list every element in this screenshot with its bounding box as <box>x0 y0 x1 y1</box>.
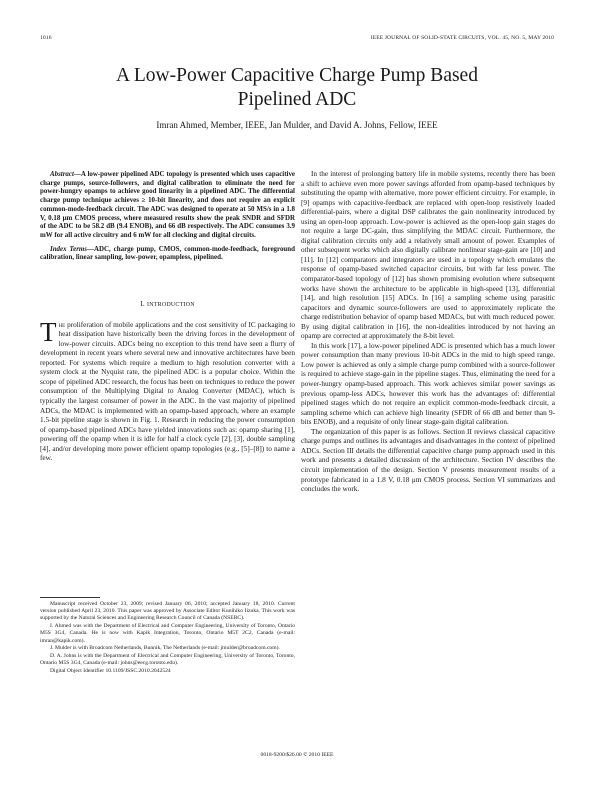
intro-paragraph-1 <box>40 316 295 464</box>
index-terms-label: Index Terms <box>50 244 88 253</box>
running-header <box>40 35 554 45</box>
title-line-2: Pipelined ADC <box>237 89 357 110</box>
index-terms <box>40 245 295 262</box>
intro-paragraph-2: In the interest of prolonging battery life in mobile systems, recently there has been a shift to achieve even more power savings afforded from opamp-based techniques by substituting the opamp with alternative, more power efficient circuitry. For example, in [9] opamps with capacitive-feedback are replaced with open-loop resistively loaded differential-pairs, where a digital DSP calibrates the gain nonlinearity introduced by using an open-loop approach. Low-power is achieved as the open-loop gain stages do not require a large DC-gain, thus simplifying the MDAC circuit. Furthermore, the digital calibration circuits only add a relatively small amount of power. Examples of other subsequent works which also digitally calibrate nonlinear stage-gain are [10] and [11]. In [12] comparators and integrators are used in a topology which emulates the response of opamp-based switched capacitor circuits, but with far less power. The comparator-based topology of [12] has shown promising evolution where subsequent works have shown the architecture to be applicable in high-speed [13], differential [14], and high resolution [15] ADCs. In [16] a sampling scheme using parasitic capacitors and dynamic source-followers are used to approximately replicate the charge redistribution behavior of opamp based MDACs, but with much reduced power. By using digital calibration in [16], the non-idealities introduced by not having an opamp are corrected at approximately the 8-bit level. <box>301 170 555 341</box>
drop-cap: T <box>40 316 57 347</box>
intro-paragraph-4: The organization of this paper is as follows. Section II reviews classical capacitive charge pumps and outlines its advantages and disadvantages in the context of pipelined ADCs. Section III details the differential capacitive charge pump approach used in this work and presents a detailed discussion of the architecture. Section IV describes the circuit implementation of the design. Section V presents measurement results of a prototype fabricated in a 1.8 V, 0.18 μm CMOS process. Section VI summarizes and concludes the work. <box>301 427 555 494</box>
footnote-ahmed: I. Ahmed was with the Department of Electrical and Computer Engineering, University of Toronto, Ontario M5S 3G4, Canada. He is now with Kapik Integration, Toronto, Ontario M5T 2C2, Canada (e-mail: imran@kapik.com). <box>40 623 295 644</box>
abstract-label: Abstract <box>50 170 74 178</box>
abstract <box>40 170 295 240</box>
footnote-johns: D. A. Johns is with the Department of Electrical and Computer Engineering, University of Toronto, Toronto, Ontario M5S 3G4, Canada (e-mail: johns@eecg.toronto.edu). <box>40 652 295 667</box>
section-numeral: I. <box>140 299 145 309</box>
section-heading-introduction <box>40 299 295 311</box>
intro-paragraph-3: In this work [17], a low-power pipelined ADC is presented which has a much lower power consumption than many previous 10-bit ADCs in the mid to high speed range. Low power is achieved as only a simple charge pump combined with a source-follower is required to achieve stage-gain in the pipeline stages. Thus, eliminating the need for a power-hungry opamp-based approach. This work achieves similar power savings as previous opamp-less ADCs, however this work has the advantages of: differential pipelined stages which do not require an explicit common-mode-feedback circuit, a sampling scheme which can achieve high linearity (SFDR of 66 dB and better than 9-bits ENOB), and a requisite of only linear stage-gain digital calibration. <box>301 341 555 427</box>
footnote-mulder: J. Mulder is with Broadcom Netherlands, Bunnik, The Netherlands (e-mail: jmulder@broadcom.com). <box>50 645 280 652</box>
footnote-doi: Digital Object Identifier 10.1109/JSSC.2010.2042524 <box>50 667 171 674</box>
author-list: Imran Ahmed, Member, IEEE, Jan Mulder, and David A. Johns, Fellow, IEEE <box>156 120 438 130</box>
index-terms-text: —ADC, charge pump, CMOS, common-mode-feedback, foreground calibration, linear sampling, low-power, opampless, pipelined. <box>40 244 295 262</box>
title-line-1: A Low-Power Capacitive Charge Pump Based <box>116 65 478 86</box>
section-title-text: INTRODUCTION <box>147 302 195 309</box>
intro-paragraph-1-text: proliferation of mobile applications and the cost sensitivity of IC packaging to heat dissipation have historically been the driving forces in the development of low-power circuits. ADCs being no exception to this trend have seen a flurry of development in recent years where several new and innovative architectures have been reported. For systems which require a medium to high resolution converter with a system clock at the Nyquist rate, the pipelined ADC is a popular choice. Within the scope of pipelined ADC research, the focus has been on techniques to reduce the power consumption of the Multiplying Digital to Analog Converter (MDAC), which is typically the largest consumer of power in the ADC. In the vast majority of pipelined ADCs, the MDAC is implemented with an opamp-based approach, where an example 1.5-bit pipeline stage is shown in Fig. 1. Research in reducing the power consumption of opamp-based pipelined ADCs have yielded innovations such as: opamp sharing [1], powering off the opamp when it is idle for half a clock cycle [2], [3], double sampling [4], and/or developing more power efficient opamp topologies (e.g., [5]–[8]) to name a few. <box>40 320 295 463</box>
intro-first-word: he <box>58 320 66 329</box>
page-number: 1016 <box>40 35 52 41</box>
right-column <box>301 170 555 495</box>
footnotes <box>40 601 295 676</box>
footnote-manuscript: Manuscript received October 23, 2009; revised January 06, 2010; accepted January 18, 2010. Current version published April 23, 2010. This paper was approved by Associate Editor Kunihiko Iizuka. This work was supported by the Natural Sciences and Engineering Research Council of Canada (NSERC). <box>40 601 295 622</box>
paper-title <box>40 64 554 112</box>
footnote-rule <box>40 597 100 598</box>
abstract-text: —A low-power pipelined ADC topology is presented which uses capacitive charge pumps, source-followers, and digital calibration to eliminate the need for power-hungry opamps to achieve good linearity in a pipelined ADC. The differential charge pump technique achieves ≥ 10-bit linearity, and does not require an explicit common-mode-feedback circuit. The ADC was designed to operate at 50 MS/s in a 1.8 V, 0.18 μm CMOS process, where measured results show the peak SNDR and SFDR of the ADC to be 58.2 dB (9.4 ENOB), and 66 dB respectively. The ADC consumes 3.9 mW for all active circuitry and 6 mW for all clocking and digital circuits. <box>40 170 295 239</box>
copyright-footer: 0018-9200/$26.00 © 2010 IEEE <box>260 752 334 758</box>
left-column <box>40 170 295 464</box>
journal-name: IEEE JOURNAL OF SOLID-STATE CIRCUITS, VOL. 45, NO. 5, MAY 2010 <box>370 35 554 41</box>
